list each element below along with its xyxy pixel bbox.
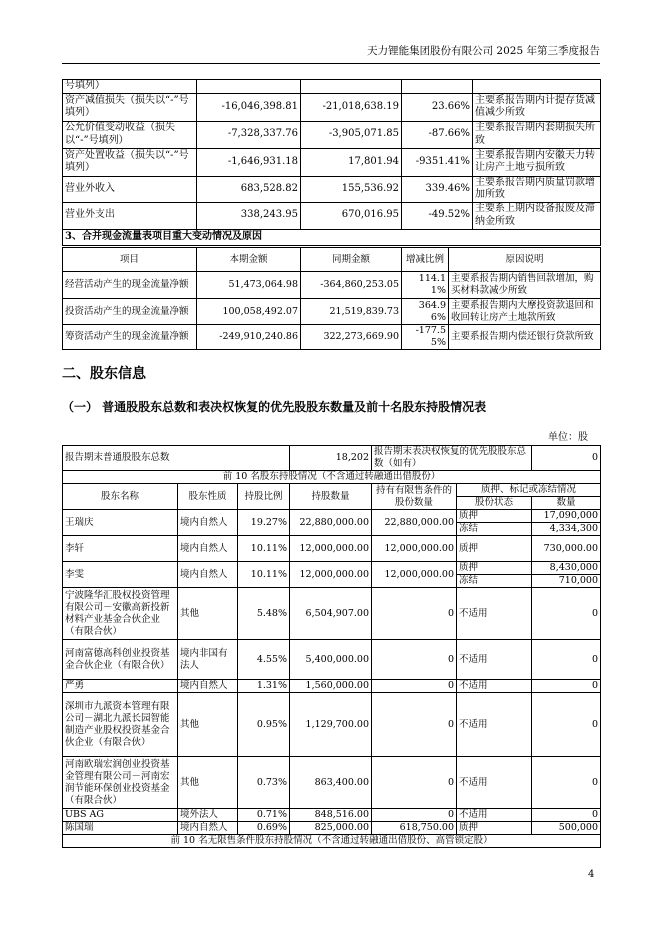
table-header-row [63,484,601,497]
reason-cell: 主要系报告期内质量罚款增加所致 [473,176,601,202]
share-status: 质押 [457,510,532,523]
reason-cell: 主要系报告期内大摩投资款退回和收回转让房产土地款所致 [449,299,601,325]
prior-amount: 17,801.94 [301,148,402,176]
item-cell: 营业外收入 [63,176,197,202]
column-header: 股东名称 [63,484,178,510]
column-header: 质押、标记或冻结情况 [457,484,601,497]
income-changes-table [62,79,601,246]
shareholder-name: 河南欧瑞宏润创业投资基金管理有限公司－河南宏润节能环保创业投资基金（有限合伙） [63,757,178,809]
holding-ratio: 1.31% [238,680,290,693]
holding-ratio: 10.11% [238,536,290,562]
restricted-qty: 0 [372,640,457,680]
table-row [63,588,601,640]
table-caption-row [63,471,601,484]
status-amount: 0 [532,680,601,693]
holding-qty: 848,516.00 [290,809,372,822]
subsection-title: （一） 普通股股东总数和表决权恢复的优先股股东数量及前十名股东持股情况表 [62,400,487,414]
page-header-title: 天力锂能集团股份有限公司 2025 年第三季度报告 [367,45,600,57]
shareholder-table [62,445,601,848]
prior-amount: -3,905,071.85 [301,121,402,148]
summary-row [63,446,601,471]
shareholder-name: 李雯 [63,562,178,588]
section-title-shareholder-info: 二、股东信息 [62,366,146,382]
prior-amount: -364,860,253.05 [301,272,402,299]
item-cell: 投资活动产生的现金流量净额 [63,299,197,325]
header-rule [62,63,600,64]
reason-cell: 主要系报告期内安徽天力转让房产土地亏损所致 [473,148,601,176]
table-caption-row [63,835,601,848]
change-ratio: -177.55% [402,325,449,350]
shareholder-name: 王瑞庆 [63,510,178,536]
status-amount: 0 [532,757,601,809]
status-amount: 8,430,000 [532,562,601,575]
shareholder-name: 深圳市九派资本管理有限公司－湖北九派长园智能制造产业股权投资基金合伙企业（有限合伙） [63,693,178,757]
page-number: 4 [588,869,595,880]
status-amount: 0 [532,640,601,680]
item-cell: 经营活动产生的现金流量净额 [63,272,197,299]
table-row [63,202,601,229]
holding-ratio: 10.11% [238,562,290,588]
reason-cell: 主要系报告期内偿还银行贷款所致 [449,325,601,350]
shareholder-name: 陈国瑞 [63,822,178,835]
share-status: 冻结 [457,575,532,588]
share-status: 质押 [457,536,532,562]
restricted-qty: 0 [372,809,457,822]
current-amount: -7,328,337.76 [197,121,301,148]
holding-qty: 1,560,000.00 [290,680,372,693]
change-ratio: -9351.41% [402,148,473,176]
current-amount: 100,058,492.07 [197,299,301,325]
summary-label: 报告期末表决权恢复的优先股股东总数（如有） [372,446,532,471]
holding-ratio: 0.69% [238,822,290,835]
share-status: 不适用 [457,640,532,680]
status-amount: 4,334,300 [532,523,601,536]
table-row [63,148,601,176]
restricted-qty: 12,000,000.00 [372,536,457,562]
table-row [63,757,601,809]
column-header: 持有有限售条件的股份数量 [372,484,457,510]
shareholder-nature: 其他 [178,588,238,640]
table-row [63,562,601,575]
change-ratio: 364.96% [402,299,449,325]
restricted-qty: 0 [372,588,457,640]
cashflow-section-title: 3、合并现金流量表项目重大变动情况及原因 [63,229,601,245]
item-cell: 号填列） [63,80,197,94]
table-header-row [63,248,601,272]
shareholder-nature: 境外法人 [178,809,238,822]
share-status: 不适用 [457,693,532,757]
column-header: 项目 [63,248,197,272]
change-ratio: 114.11% [402,272,449,299]
column-header: 原因说明 [449,248,601,272]
change-ratio: -49.52% [402,202,473,229]
current-amount: -16,046,398.81 [197,93,301,121]
holding-ratio: 19.27% [238,510,290,536]
shareholder-name: 严勇 [63,680,178,693]
holding-qty: 825,000.00 [290,822,372,835]
holding-qty: 5,400,000.00 [290,640,372,680]
shareholder-nature: 境内自然人 [178,562,238,588]
holding-qty: 12,000,000.00 [290,536,372,562]
table-row [63,299,601,325]
shareholder-nature: 境内自然人 [178,680,238,693]
prior-amount: 155,536.92 [301,176,402,202]
share-status: 冻结 [457,523,532,536]
restricted-qty: 0 [372,757,457,809]
status-amount: 710,000 [532,575,601,588]
table-row [63,680,601,693]
restricted-qty: 618,750.00 [372,822,457,835]
current-amount: -1,646,931.18 [197,148,301,176]
reason-cell: 主要系报告期内计提存货减值减少所致 [473,93,601,121]
holding-qty: 1,129,700.00 [290,693,372,757]
shareholder-nature: 境内非国有法人 [178,640,238,680]
share-status: 不适用 [457,757,532,809]
unit-label: 单位：股 [548,432,588,443]
summary-value: 0 [532,446,601,471]
reason-cell: 主要系报告期内销售回款增加，购买材料款减少所致 [449,272,601,299]
holding-qty: 12,000,000.00 [290,562,372,588]
item-cell: 筹资活动产生的现金流量净额 [63,325,197,350]
holding-ratio: 4.55% [238,640,290,680]
change-ratio: 339.46% [402,176,473,202]
column-header: 持股数量 [290,484,372,510]
item-cell: 营业外支出 [63,202,197,229]
table-row [63,80,601,94]
table-row [63,93,601,121]
holding-ratio: 5.48% [238,588,290,640]
table-row [63,809,601,822]
shareholder-nature: 境内自然人 [178,822,238,835]
holding-qty: 22,880,000.00 [290,510,372,536]
table-row [63,693,601,757]
current-amount: 51,473,064.98 [197,272,301,299]
status-amount: 500,000 [532,822,601,835]
column-header: 数量 [532,497,601,510]
change-ratio: 23.66% [402,93,473,121]
shareholder-name: UBS AG [63,809,178,822]
restricted-qty: 0 [372,693,457,757]
holding-ratio: 0.73% [238,757,290,809]
status-amount: 0 [532,693,601,757]
share-status: 质押 [457,822,532,835]
column-header: 本期金额 [197,248,301,272]
shareholder-name: 宁波隆华汇股权投资管理有限公司－安徽高新投新材料产业基金合伙企业（有限合伙） [63,588,178,640]
restricted-qty: 0 [372,680,457,693]
holding-ratio: 0.71% [238,809,290,822]
prior-amount: -21,018,638.19 [301,93,402,121]
item-cell: 资产处置收益（损失以“-”号填列） [63,148,197,176]
table-row [63,510,601,523]
column-header: 持股比例 [238,484,290,510]
change-ratio: -87.66% [402,121,473,148]
table-row [63,822,601,835]
summary-label: 报告期末普通股股东总数 [63,446,290,471]
reason-cell: 主要系上期内设备报废及滞纳金所致 [473,202,601,229]
item-cell: 资产减值损失（损失以“-”号填列） [63,93,197,121]
holding-qty: 6,504,907.00 [290,588,372,640]
shareholder-name: 河南富德高科创业投资基金合伙企业（有限合伙） [63,640,178,680]
status-amount: 0 [532,809,601,822]
holding-qty: 863,400.00 [290,757,372,809]
status-amount: 730,000.00 [532,536,601,562]
share-status: 不适用 [457,809,532,822]
share-status: 质押 [457,562,532,575]
column-header: 股东性质 [178,484,238,510]
current-amount: -249,910,240.86 [197,325,301,350]
table-row [63,176,601,202]
status-amount: 0 [532,588,601,640]
prior-amount: 670,016.95 [301,202,402,229]
shareholder-nature: 其他 [178,693,238,757]
current-amount: 338,243.95 [197,202,301,229]
current-amount: 683,528.82 [197,176,301,202]
restricted-qty: 22,880,000.00 [372,510,457,536]
table-row [63,536,601,562]
shareholder-name: 李轩 [63,536,178,562]
prior-amount: 322,273,669.90 [301,325,402,350]
shareholder-nature: 境内自然人 [178,536,238,562]
shareholder-nature: 其他 [178,757,238,809]
table-row [63,640,601,680]
table-row [63,325,601,350]
share-status: 不适用 [457,588,532,640]
table-row [63,121,601,148]
top10-title: 前 10 名股东持股情况（不含通过转融通出借股份） [63,471,601,484]
table-row [63,229,601,245]
cashflow-changes-table [62,247,601,350]
column-header: 同期金额 [301,248,402,272]
column-header: 股份状态 [457,497,532,510]
top10-unrestricted-title: 前 10 名无限售条件股东持股情况（不含通过转融通出借股份、高管锁定股） [63,835,601,848]
summary-value: 18,202 [290,446,372,471]
table-row [63,272,601,299]
prior-amount: 21,519,839.73 [301,299,402,325]
shareholder-nature: 境内自然人 [178,510,238,536]
holding-ratio: 0.95% [238,693,290,757]
restricted-qty: 12,000,000.00 [372,562,457,588]
item-cell: 公允价值变动收益（损失以“-”号填列） [63,121,197,148]
column-header: 增减比例 [402,248,449,272]
status-amount: 17,090,000 [532,510,601,523]
reason-cell: 主要系报告期内套期损失所致 [473,121,601,148]
share-status: 不适用 [457,680,532,693]
